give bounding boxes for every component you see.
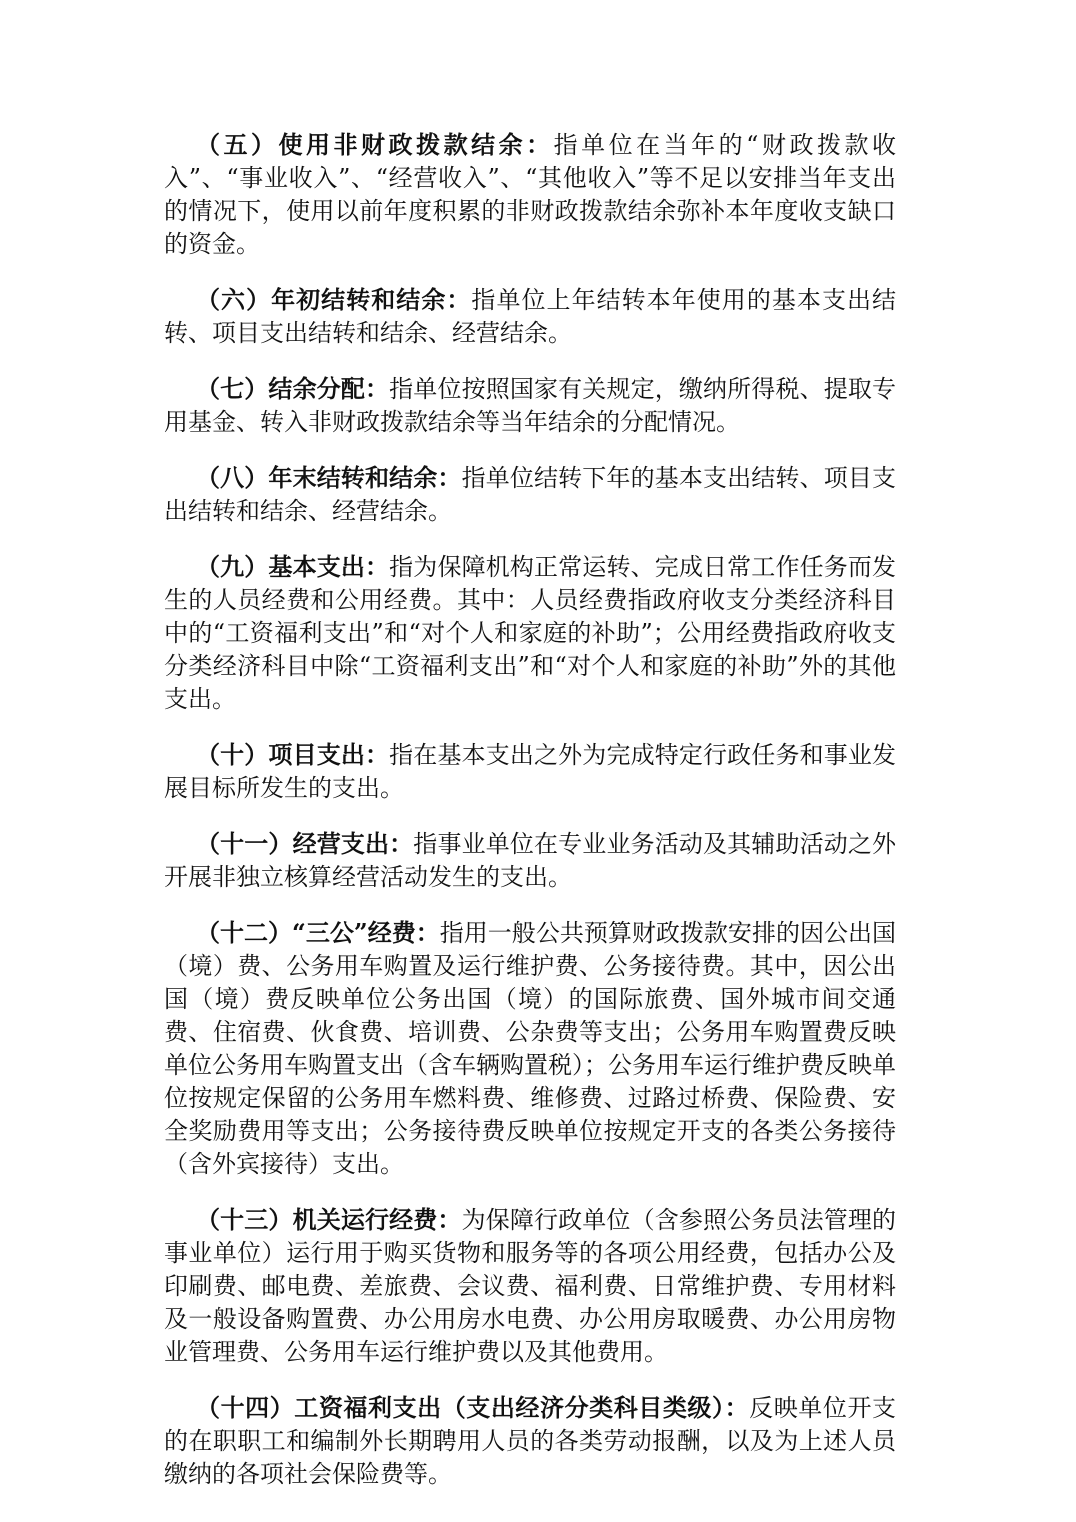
term-heading: （九）基本支出： [196, 552, 390, 581]
term-heading: （八）年末结转和结余： [196, 463, 462, 492]
term-heading: （十四）工资福利支出（支出经济分类科目类级）： [196, 1393, 750, 1422]
paragraph-9 [164, 550, 896, 716]
paragraph-6 [164, 283, 896, 350]
term-definition: 指单位上年结转本年使用的基本支出结转、项目支出结转和结余、经营结余。 [164, 286, 897, 347]
term-definition: 指在基本支出之外为完成特定行政任务和事业发展目标所发生的支出。 [164, 741, 897, 802]
term-heading: （六）年初结转和结余： [196, 285, 472, 314]
paragraph-5 [164, 128, 896, 261]
term-heading: （十一）经营支出： [196, 829, 414, 858]
paragraph-11 [164, 827, 896, 894]
term-heading: （十）项目支出： [196, 740, 390, 769]
paragraph-8 [164, 461, 896, 528]
term-definition: 指单位按照国家有关规定，缴纳所得税、提取专用基金、转入非财政拨款结余等当年结余的分配情况。 [164, 375, 897, 436]
paragraph-7 [164, 372, 896, 439]
term-definition: 反映单位开支的在职职工和编制外长期聘用人员的各类劳动报酬，以及为上述人员缴纳的各项社会保险费等。 [164, 1394, 897, 1488]
term-definition: 指用一般公共预算财政拨款安排的因公出国（境）费、公务用车购置及运行维护费、公务接待费。其中，因公出国（境）费反映单位公务出国（境）的国际旅费、国外城市间交通费、住宿费、伙食费、培训费、公杂费等支出；公务用车购置费反映单位公务用车购置支出（含车辆购置税）；公务用车运行维护费反映单位按规定保留的公务用车燃料费、维修费、过路过桥费、保险费、安全奖励费用等支出；公务接待费反映单位按规定开支的各类公务接待（含外宾接待）支出。 [164, 919, 897, 1178]
term-heading: （五）使用非财政拨款结余： [196, 130, 554, 159]
paragraph-10 [164, 738, 896, 805]
term-heading: （七）结余分配： [196, 374, 390, 403]
term-definition: 指单位结转下年的基本支出结转、项目支出结转和结余、经营结余。 [164, 464, 897, 525]
term-heading: （十三）机关运行经费： [196, 1205, 462, 1234]
term-heading: （十二）“三公”经费： [196, 918, 440, 947]
paragraph-14 [164, 1391, 896, 1491]
term-definition: 指事业单位在专业业务活动及其辅助活动之外开展非独立核算经营活动发生的支出。 [164, 830, 897, 891]
paragraph-13 [164, 1203, 896, 1369]
paragraph-12 [164, 916, 896, 1181]
term-definition: 为保障行政单位（含参照公务员法管理的事业单位）运行用于购买货物和服务等的各项公用经费，包括办公及印刷费、邮电费、差旅费、会议费、福利费、日常维护费、专用材料及一般设备购置费、办公用房水电费、办公用房取暖费、办公用房物业管理费、公务用车运行维护费以及其他费用。 [164, 1206, 897, 1366]
document-page [164, 128, 896, 1513]
term-definition: 指单位在当年的“财政拨款收入”、“事业收入”、“经营收入”、“其他收入”等不足以安排当年支出的情况下，使用以前年度积累的非财政拨款结余弥补本年度收支缺口的资金。 [164, 131, 896, 258]
term-definition: 指为保障机构正常运转、完成日常工作任务而发生的人员经费和公用经费。其中：人员经费指政府收支分类经济科目中的“工资福利支出”和“对个人和家庭的补助”；公用经费指政府收支分类经济科目中除“工资福利支出”和“对个人和家庭的补助”外的其他支出。 [164, 553, 897, 713]
